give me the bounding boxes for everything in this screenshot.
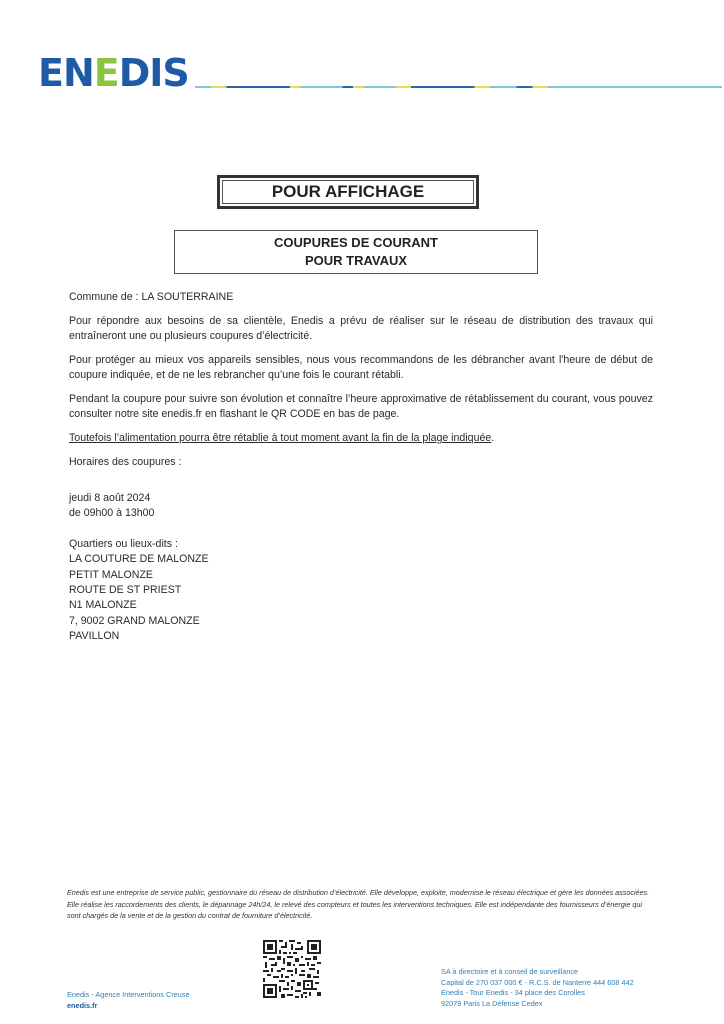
- header-color-rule: [195, 86, 722, 88]
- area-item: 7, 9002 GRAND MALONZE: [69, 614, 200, 627]
- schedule-block: [69, 491, 209, 645]
- corporate-line: Enedis - Tour Enedis - 34 place des Corolles: [441, 988, 585, 998]
- logo-text-dis: DIS: [118, 51, 189, 95]
- subject-box: [174, 230, 538, 274]
- outage-date: jeudi 8 août 2024: [69, 492, 151, 504]
- corporate-line: 92079 Paris La Défense Cedex: [441, 998, 543, 1008]
- website-link[interactable]: enedis.fr: [67, 1001, 98, 1010]
- corporate-info: [441, 967, 634, 1009]
- enedis-logo: [38, 51, 189, 95]
- display-banner: [217, 175, 479, 209]
- notice-body: [69, 290, 653, 479]
- commune-label: Commune de :: [69, 291, 139, 303]
- commune-value: LA SOUTERRAINE: [141, 291, 234, 303]
- paragraph-qr: Pendant la coupure pour suivre son évolution et connaître l’heure approximative de rétablissement du courant, vous pouvez consulter notre site enedis.fr en flashant le QR CODE en bas de page.: [69, 393, 653, 420]
- outage-time-range: de 09h00 à 13h00: [69, 507, 155, 520]
- area-item: LA COUTURE DE MALONZE: [69, 553, 209, 566]
- subject-line-2: POUR TRAVAUX: [304, 253, 408, 268]
- area-item: ROUTE DE ST PRIEST: [69, 584, 182, 597]
- legal-disclaimer: Enedis est une entreprise de service public, gestionnaire du réseau de distribution d’électricité. Elle développe, exploite, modernise le réseau électrique et gère les données associées. Elle réalise les raccordements des clients, le dépannage 24h/24, le relevé des compteurs et toutes les interventions techniques. Elle est indépendante des fournisseurs d’énergie qui sont chargés de la vente et de la gestion du contrat de fourniture d’électricité.: [67, 888, 650, 920]
- logo-text-e: E: [93, 51, 119, 95]
- areas-label: Quartiers ou lieux-dits :: [69, 537, 178, 550]
- display-banner-text: POUR AFFICHAGE: [271, 182, 425, 201]
- restore-warning-period: .: [491, 432, 495, 444]
- area-item: PAVILLON: [69, 630, 120, 643]
- restore-warning-text: Toutefois l’alimentation pourra être rétablie à tout moment avant la fin de la plage indiquée: [69, 432, 492, 444]
- paragraph-intro: Pour répondre aux besoins de sa clientèle, Enedis a prévu de réaliser sur le réseau de distribution des travaux qui entraîneront une ou plusieurs coupures d’électricité.: [69, 315, 653, 342]
- area-item: PETIT MALONZE: [69, 568, 153, 581]
- corporate-line: Capital de 270 037 000 € - R.C.S. de Nanterre 444 608 442: [441, 977, 634, 987]
- commune-line: [69, 290, 653, 305]
- logo-text-en: EN: [38, 51, 94, 95]
- area-item: N1 MALONZE: [69, 599, 137, 612]
- agency-block: [67, 989, 190, 1011]
- agency-name: Enedis - Agence Interventions Creuse: [67, 990, 190, 999]
- corporate-line: SA à directoire et à conseil de surveillance: [441, 967, 579, 976]
- paragraph-protect: Pour protéger au mieux vos appareils sensibles, nous vous recommandons de les débrancher avant l'heure de début de coupure indiquée, et de ne les rebrancher qu’une fois le courant rétabli.: [69, 354, 653, 381]
- qr-code-icon[interactable]: [263, 940, 321, 998]
- restore-warning: [69, 431, 653, 446]
- schedule-label: Horaires des coupures :: [69, 456, 182, 468]
- subject-line-1: COUPURES DE COURANT: [274, 235, 438, 250]
